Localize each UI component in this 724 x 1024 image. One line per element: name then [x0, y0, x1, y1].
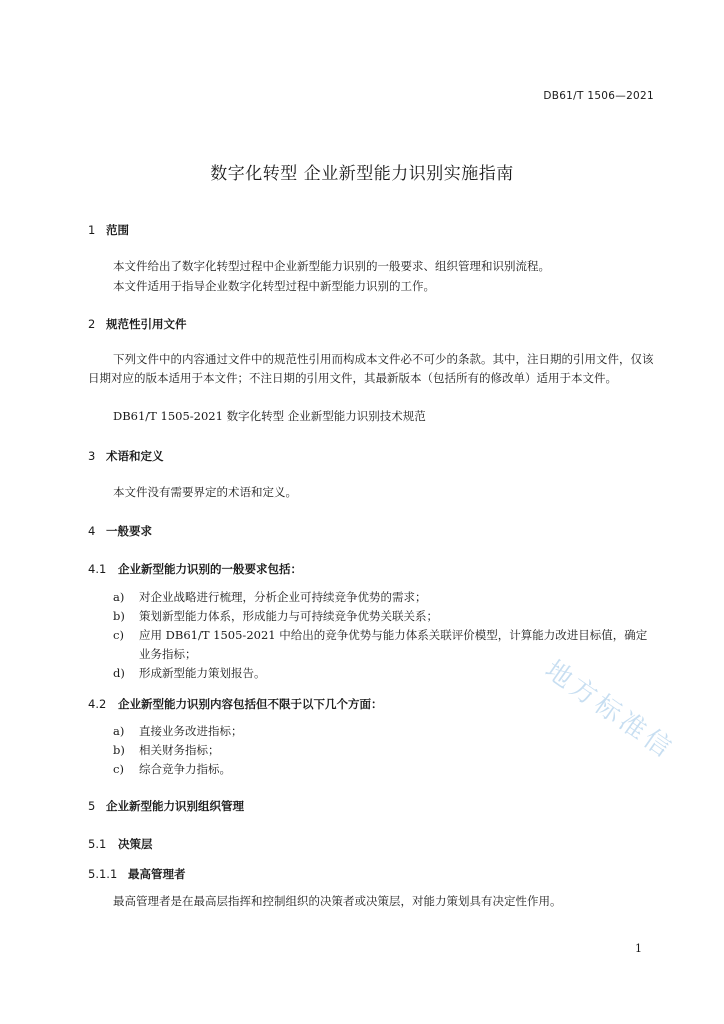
section-4-heading [88, 523, 152, 539]
section-number: 4 [88, 524, 96, 538]
section-title: 范围 [106, 223, 129, 237]
list-text: 策划新型能力体系，形成能力与可持续竞争优势关联关系； [139, 609, 438, 623]
list-text: 形成新型能力策划报告。 [139, 666, 266, 680]
list-text: 应用 DB61/T 1505-2021 中给出的竞争优势与能力体系关联评价模型，计算能力改进目标值，确定业务指标； [139, 628, 648, 661]
list-text: 直接业务改进指标； [139, 724, 243, 738]
subsection-number: 5.1 [88, 837, 107, 851]
section-4-2-heading [88, 696, 383, 712]
section-5-1-1-heading [88, 866, 186, 882]
list-text: 对企业战略进行梳理，分析企业可持续竞争优势的需求； [139, 590, 427, 604]
list-marker: d) [113, 666, 125, 680]
section-1-heading [88, 222, 129, 238]
subsection-number: 5.1.1 [88, 867, 118, 881]
standard-code: DB61/T 1506—2021 [543, 90, 654, 102]
subsection-title: 企业新型能力识别内容包括但不限于以下几个方面： [118, 697, 383, 711]
normative-reference-item: DB61/T 1505-2021 数字化转型 企业新型能力识别技术规范 [113, 409, 426, 423]
watermark: 地方标准信 [539, 654, 680, 766]
normative-references-paragraph: 下列文件中的内容通过文件中的规范性引用而构成本文件必不可少的条款。其中，注日期的引用文件，仅该日期对应的版本适用于本文件；不注日期的引用文件，其最新版本（包括所有的修改单）适用于本文件。 [88, 352, 654, 385]
list-marker: b) [113, 743, 125, 757]
list-text: 综合竞争力指标。 [139, 762, 231, 776]
section-title: 企业新型能力识别组织管理 [106, 799, 244, 813]
subsection-number: 4.1 [88, 562, 107, 576]
scope-paragraph-1: 本文件给出了数字化转型过程中企业新型能力识别的一般要求、组织管理和识别流程。 [113, 259, 550, 273]
scope-paragraph-2: 本文件适用于指导企业数字化转型过程中新型能力识别的工作。 [113, 279, 435, 293]
section-title: 术语和定义 [106, 449, 164, 463]
section-number: 5 [88, 799, 96, 813]
section-title: 规范性引用文件 [106, 317, 187, 331]
section-number: 2 [88, 317, 96, 331]
subsection-title: 最高管理者 [128, 867, 186, 881]
list-item [113, 722, 658, 741]
list-marker: a) [113, 724, 125, 738]
terms-paragraph: 本文件没有需要界定的术语和定义。 [113, 485, 297, 499]
section-5-heading [88, 798, 244, 814]
list-item [113, 588, 658, 607]
section-5-1-heading [88, 836, 153, 852]
subsection-title: 企业新型能力识别的一般要求包括： [118, 562, 302, 576]
section-3-heading [88, 448, 164, 464]
section-number: 3 [88, 449, 96, 463]
top-management-paragraph: 最高管理者是在最高层指挥和控制组织的决策者或决策层，对能力策划具有决定性作用。 [113, 894, 562, 908]
section-4-1-heading [88, 561, 302, 577]
list-marker: c) [113, 628, 124, 642]
list-marker: c) [113, 762, 124, 776]
document-title: 数字化转型 企业新型能力识别实施指南 [210, 164, 514, 184]
list-marker: a) [113, 590, 125, 604]
list-marker: b) [113, 609, 125, 623]
list-item [113, 760, 658, 779]
section-title: 一般要求 [106, 524, 152, 538]
subsection-title: 决策层 [118, 837, 153, 851]
list-item [113, 607, 658, 626]
subsection-number: 4.2 [88, 697, 107, 711]
section-2-heading [88, 316, 187, 332]
list-item [113, 626, 658, 664]
section-number: 1 [88, 223, 96, 237]
list-text: 相关财务指标； [139, 743, 220, 757]
list-item [113, 741, 658, 760]
page-number: 1 [635, 942, 642, 955]
